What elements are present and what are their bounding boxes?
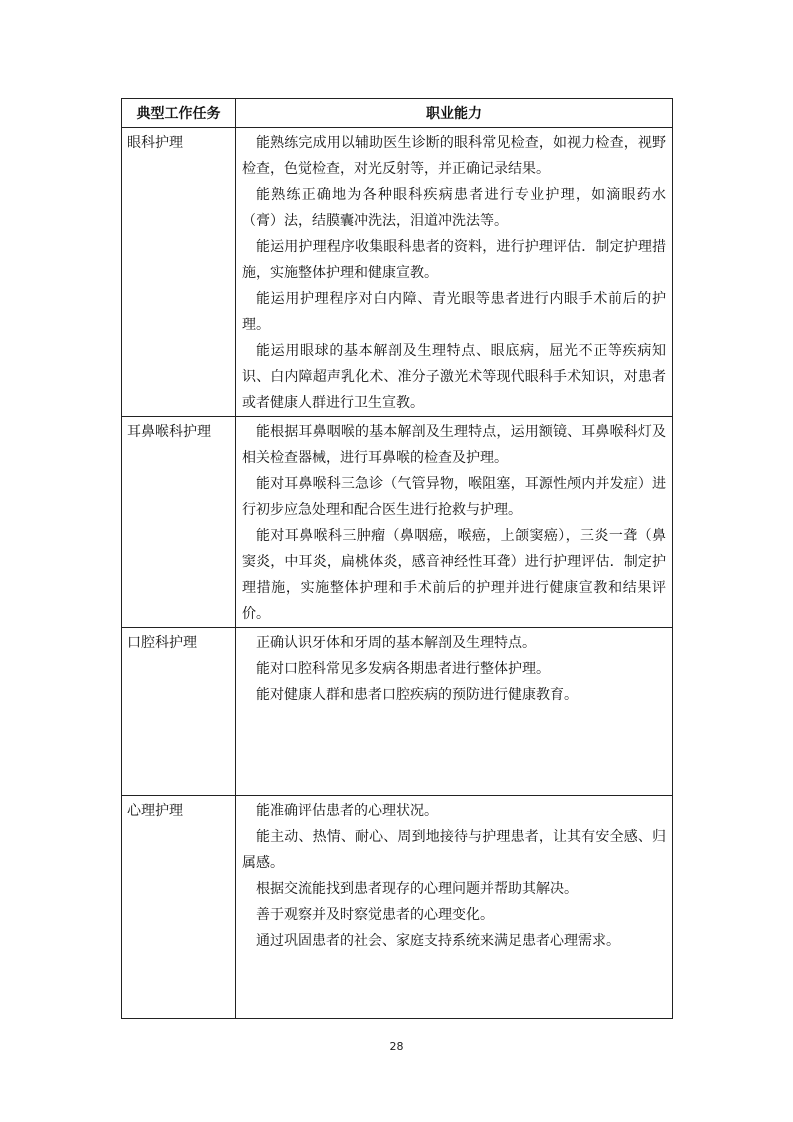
ability-cell xyxy=(236,628,673,796)
ability-item: 能对耳鼻喉科三肿瘤（鼻咽癌，喉癌，上颌窦癌），三炎一聋（鼻窦炎，中耳炎，扁桃体炎，感音神经性耳聋）进行护理评估．制定护理措施，实施整体护理和手术前后的护理并进行健康宣教和结果评价。 xyxy=(242,528,666,622)
ability-item: 能运用护理程序对白内障、青光眼等患者进行内眼手术前后的护理。 xyxy=(242,291,666,333)
ability-item: 能根据耳鼻咽喉的基本解剖及生理特点，运用额镜、耳鼻喉科灯及相关检查器械，进行耳鼻喉的检查及护理。 xyxy=(242,424,666,466)
table-row xyxy=(122,796,673,1019)
table-header-row xyxy=(122,99,673,128)
header-task: 典型工作任务 xyxy=(122,99,236,128)
ability-item: 能对口腔科常见多发病各期患者进行整体护理。 xyxy=(256,661,550,677)
ability-item: 能熟练正确地为各种眼科疾病患者进行专业护理，如滴眼药水（膏）法，结膜囊冲洗法，泪道冲洗法等。 xyxy=(242,187,666,229)
ability-item: 通过巩固患者的社会、家庭支持系统来满足患者心理需求。 xyxy=(256,933,620,949)
table-row xyxy=(122,128,673,417)
table-row xyxy=(122,417,673,628)
ability-item: 能运用眼球的基本解剖及生理特点、眼底病，屈光不正等疾病知识、白内障超声乳化术、准分子激光术等现代眼科手术知识，对患者或者健康人群进行卫生宣教。 xyxy=(242,343,666,411)
ability-item: 能熟练完成用以辅助医生诊断的眼科常见检查，如视力检查，视野检查，色觉检查，对光反射等，并正确记录结果。 xyxy=(242,135,666,177)
table-row xyxy=(122,628,673,796)
ability-item: 能对耳鼻喉科三急诊（气管异物，喉阻塞，耳源性颅内并发症）进行初步应急处理和配合医生进行抢救与护理。 xyxy=(242,476,666,518)
ability-item: 能主动、热情、耐心、周到地接待与护理患者，让其有安全感、归属感。 xyxy=(242,829,666,871)
ability-item: 能准确评估患者的心理状况。 xyxy=(256,803,438,819)
ability-item: 能对健康人群和患者口腔疾病的预防进行健康教育。 xyxy=(256,687,578,703)
task-cell: 眼科护理 xyxy=(122,128,236,417)
ability-item: 正确认识牙体和牙周的基本解剖及生理特点。 xyxy=(256,635,536,651)
page-number: 28 xyxy=(389,1040,404,1053)
task-cell: 耳鼻喉科护理 xyxy=(122,417,236,628)
header-ability: 职业能力 xyxy=(236,99,673,128)
task-cell: 心理护理 xyxy=(122,796,236,1019)
ability-item: 善于观察并及时察觉患者的心理变化。 xyxy=(256,907,494,923)
ability-item: 能运用护理程序收集眼科患者的资料，进行护理评估．制定护理措施，实施整体护理和健康宣教。 xyxy=(242,239,666,281)
ability-cell xyxy=(236,417,673,628)
competency-table xyxy=(121,98,673,1019)
task-cell: 口腔科护理 xyxy=(122,628,236,796)
ability-item: 根据交流能找到患者现存的心理问题并帮助其解决。 xyxy=(256,881,578,897)
ability-cell xyxy=(236,128,673,417)
ability-cell xyxy=(236,796,673,1019)
